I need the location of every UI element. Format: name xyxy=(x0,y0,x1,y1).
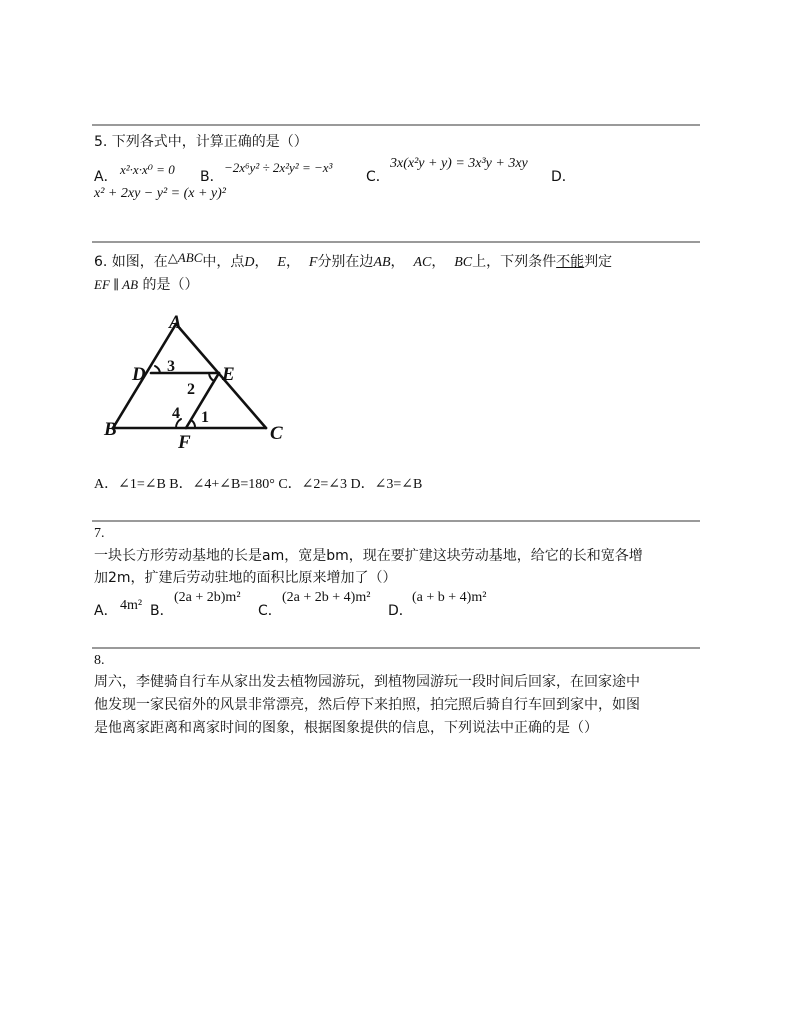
q5-option-c-label: C． xyxy=(366,169,390,185)
q5-option-d-label: D． xyxy=(551,169,576,185)
q5-option-b: −2x⁶y² ÷ 2x²y² = −x³ xyxy=(224,160,333,175)
q8-stem-line3: 是他离家距离和离家时间的图象，根据图象提供的信息，下列说法中正确的是（） xyxy=(94,720,598,736)
label-e: E xyxy=(222,364,235,385)
q7-option-c-label: C． xyxy=(258,603,282,619)
q7-option-a-label: A． xyxy=(94,603,118,619)
divider-q6 xyxy=(92,241,700,243)
label-a: A xyxy=(169,312,182,333)
q6-stem-mid1: 中，点 xyxy=(202,254,245,270)
q8-number: 8. xyxy=(94,653,105,668)
q6-underlined-word: 不能 xyxy=(556,254,585,270)
q6-point-d: D xyxy=(244,255,255,270)
q6-side-bc: BC xyxy=(454,255,473,270)
q8-stem-line2: 他发现一家民宿外的风景非常漂亮，然后停下来拍照，拍完照后骑自行车回到家中，如图 xyxy=(94,697,640,713)
label-angle-2: 2 xyxy=(187,381,195,398)
q5-option-a: x²·x·x⁰ = 0 xyxy=(120,162,175,177)
divider-q5 xyxy=(92,124,700,126)
label-d: D xyxy=(132,364,146,385)
q6-sep3: ， xyxy=(390,254,405,270)
q7-option-b: (2a + 2b)m² xyxy=(174,590,241,605)
q6-stem-prefix: 6. 如图，在 xyxy=(94,254,168,270)
q6-stem xyxy=(94,250,612,271)
q7-option-d: (a + b + 4)m² xyxy=(412,590,487,605)
q7-option-d-label: D． xyxy=(388,603,413,619)
q6-side-ac: AC xyxy=(413,255,432,270)
divider-q7 xyxy=(92,520,700,522)
q7-number: 7. xyxy=(94,526,105,541)
q6-triangle: △ABC xyxy=(167,250,203,265)
q6-stem-mid2: 分别在边 xyxy=(317,254,374,270)
q6-sep4: ， xyxy=(431,254,446,270)
q6-sep2: ， xyxy=(285,254,300,270)
q8-stem-line1: 周六，李健骑自行车从家出发去植物园游玩，到植物园游玩一段时间后回家，在回家途中 xyxy=(94,674,640,690)
label-f: F xyxy=(178,432,191,450)
label-angle-3: 3 xyxy=(167,358,175,375)
q6-stem-line2-text: 的是（） xyxy=(142,277,199,293)
q7-option-c: (2a + 2b + 4)m² xyxy=(282,590,371,605)
q6-stem-mid3: 上，下列条件 xyxy=(472,254,557,270)
q5-option-b-label: B． xyxy=(200,169,224,185)
q6-sep1: ， xyxy=(254,254,269,270)
q6-triangle-figure xyxy=(100,310,300,450)
q5-stem: 5. 下列各式中，计算正确的是（） xyxy=(94,134,308,150)
q6-parallel-expr: EF ∥ AB xyxy=(94,277,139,292)
divider-q8 xyxy=(92,647,700,649)
q6-side-ab: AB xyxy=(373,255,391,270)
q6-options: A．∠1=∠B B．∠4+∠B=180° C．∠2=∠3 D．∠3=∠B xyxy=(94,477,423,492)
label-angle-4: 4 xyxy=(172,405,180,422)
label-angle-1: 1 xyxy=(201,409,209,426)
q7-stem-line2: 加2m，扩建后劳动驻地的面积比原来增加了（） xyxy=(94,570,397,586)
q7-stem-line1: 一块长方形劳动基地的长是am，宽是bm，现在要扩建这块劳动基地，给它的长和宽各增 xyxy=(94,548,643,564)
label-b: B xyxy=(104,419,117,440)
q7-option-a: 4m² xyxy=(120,598,143,613)
label-c: C xyxy=(270,423,283,444)
q5-option-c: 3x(x²y + y) = 3x³y + 3xy xyxy=(390,156,528,171)
q5-option-a-label: A． xyxy=(94,169,118,185)
q6-point-f: F xyxy=(308,255,318,270)
q6-stem-line2 xyxy=(94,274,199,294)
q7-option-b-label: B． xyxy=(150,603,174,619)
q6-point-e: E xyxy=(277,255,286,270)
q6-stem-end: 判定 xyxy=(584,254,613,270)
q5-option-d: x² + 2xy − y² = (x + y)² xyxy=(94,186,226,201)
side-ac xyxy=(176,324,266,428)
